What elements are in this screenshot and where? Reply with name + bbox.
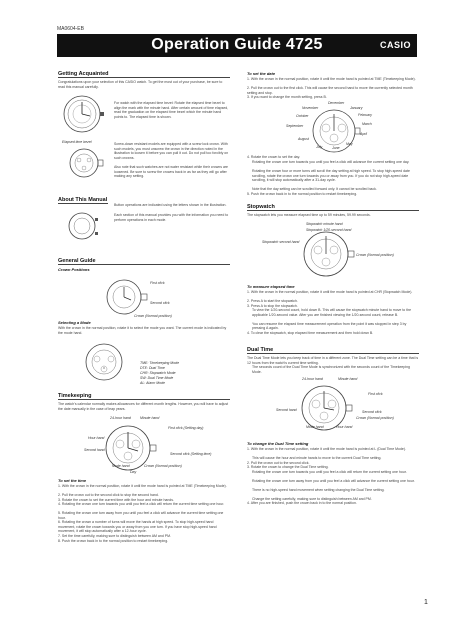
tk-day-label: Day [130, 470, 137, 474]
crown-positions-illustration [104, 275, 154, 319]
sw-step-1: 1. With the crown in the normal position, rotate it until the mode hand is pointed at CHR (Stopwatch Mode). [247, 290, 413, 294]
tk-crown-label: Crown (Normal position) [144, 464, 182, 468]
month-mar: March [362, 122, 372, 126]
heading-general-guide: General Guide [58, 258, 230, 265]
bullet-button-letters: Button operations are indicated using the letters shown in the illustration. [114, 203, 227, 207]
second-click-label: Second click [150, 301, 170, 305]
sw-minute-label: Stopwatch minute hand [306, 222, 343, 226]
mode-sw: SW: Dual Time Mode [140, 376, 174, 380]
sw-crown-label: Crown (Normal position) [356, 253, 394, 257]
month-jul: July [316, 145, 323, 149]
set-time-step-8: 8. Push the crown back in to the normal position to restart timekeeping. [58, 539, 169, 543]
tk-minute-label: Minute hand [140, 416, 160, 420]
bullet-bezel: For watch with the elapsed time bezel: Rotate the elapsed time bezel to align the mark with the minute hand. After certain amount of time elapsed, read the graduation on the elapsed time bezel which the minute hand points to. The elapsed time is shown. [114, 101, 229, 119]
dt-hour-hand-label: Hour hand [336, 425, 353, 429]
heading-timekeeping: Timekeeping [58, 393, 230, 400]
set-date-step-2: 2. Pull the crown out to the first click. This will cause the second hand to move the currently selected month setting and stop. [247, 86, 413, 95]
tk-second-click-label: Second click (Setting time) [170, 452, 212, 456]
month-feb: February [358, 113, 373, 117]
set-date-step-5: 5. Push the crown back in to the normal position to restart timekeeping. [247, 192, 358, 196]
bullet-screw-crown: Screw-down resistant models are equipped with a screw lock crown. With such models, you must unscrew the crown in the direction noted in the illustration to loosen it before you can pull it out. Do not pull too forcibly on such crowns. [114, 142, 229, 160]
dt-minute-label: Minute hand [338, 377, 358, 381]
mode-al: AL: Alarm Mode [140, 381, 165, 385]
tk-hour-label: Hour hand [88, 436, 105, 440]
set-time-sub: To set the time [58, 478, 87, 483]
heading-getting-acquainted: Getting Acquainted [58, 71, 230, 78]
document-code: MA0604-EB [57, 26, 84, 32]
heading-dual-time: Dual Time [247, 347, 419, 354]
crown-normal-label: Crown (Normal position) [134, 314, 172, 318]
tk-mode-hand-label: Mode hand [112, 464, 130, 468]
heading-stopwatch: Stopwatch [247, 204, 419, 211]
tk-24hour-label: 24-hour hand [110, 416, 131, 420]
dt-note-5: Change the setting carefully, making sure to distinguish between AM and PM. [252, 496, 372, 501]
dt-second-click-label: Second click [362, 410, 382, 414]
dual-time-text-2: The seconds count of the Dual Time Mode is synchronized with the seconds count of the Timekeeping Mode. [252, 365, 410, 374]
set-date-note-3: Note that the day setting can be scrolled forward only. It cannot be scrolled back. [252, 187, 377, 191]
set-date-step-1: 1. With the crown in the normal position, rotate it until the mode hand is pointed at TME (Timekeeping Mode). [247, 77, 416, 81]
selecting-mode-sub: Selecting a Mode [58, 320, 91, 325]
page-title: Operation Guide 4725 [151, 36, 323, 53]
set-time-step-3: 3. Rotate the crown to set the current time with the hour and minute hands. [58, 497, 174, 502]
month-jan: January [350, 106, 363, 110]
month-aug: August [298, 137, 309, 141]
dt-first-click-label: First click [368, 392, 383, 396]
month-oct: October [296, 114, 309, 118]
bullet-section-info: Each section of this manual provides you with the information you need to perform operations in each mode. [114, 213, 229, 222]
change-dual-time-sub: To change the Dual Time setting [247, 441, 309, 446]
buttons-illustration [66, 210, 102, 246]
dt-second-hand-label: Second hand [276, 408, 297, 412]
dt-mode-hand-label: Mode hand [306, 425, 324, 429]
sw-note-2: You can resume the elapsed time measurement operation from the point it was stopped in step 3 by pressing A again. [252, 321, 407, 330]
month-may: May [346, 142, 353, 146]
sw-120-label: Stopwatch 1/20-second hand [306, 228, 352, 232]
brand-logo: CASIO [379, 40, 411, 50]
watch-bezel-illustration [62, 94, 106, 138]
set-time-step-7: 7. Set the time carefully, making sure to distinguish between AM and PM. [58, 534, 171, 538]
set-time-step-4: 4. Rotating the crown one turn towards you until you feel a click will return the current time setting one hour. [58, 502, 225, 506]
month-apr: April [360, 132, 368, 136]
timekeeping-text: The watch's calendar normally makes allowances for different month lengths. However, you will have to adjust the date manually in the case of leap years. [58, 402, 229, 411]
dt-step-1: 1. With the crown in the normal position, rotate it until the mode hand is pointed at L (Dual Time Mode). [247, 447, 407, 451]
mode-tme: TME: Timekeeping Mode [140, 361, 180, 365]
sw-step-3: 3. Press A to stop the stopwatch. [247, 303, 298, 308]
dt-step-3: 3. Rotate the crown to change the Dual Time setting. [247, 465, 329, 469]
mode-chr: CHR: Stopwatch Mode [140, 371, 176, 375]
set-date-step-3: 3. If you want to change the month setting, press B. [247, 95, 327, 99]
stopwatch-text: The stopwatch lets you measure elapsed time up to 59 minutes, 59.99 seconds. [247, 213, 371, 217]
page-number: 1 [424, 599, 428, 606]
sw-note-1: To view the 1/20-second count, hold down B. This will cause the stopwatch minute hand to move to the applicable 1/20-second value. After you are finished viewing the 1/20-second count, release B. [252, 308, 412, 317]
mode-hand-illustration [82, 340, 128, 384]
measure-time-sub: To measure elapsed time [247, 284, 295, 289]
dt-step-4: 4. After you are finished, push the crown back in to the normal position. [247, 501, 357, 505]
dt-step-2: 2. Pull the crown out to the second click. [247, 460, 310, 465]
stopwatch-illustration [300, 224, 360, 282]
tk-first-click-label: First click (Setting day) [168, 426, 204, 430]
selecting-mode-text: With the crown in the normal position, rotate it to select the mode you want. The current mode is indicated by the mode hand. [58, 326, 227, 335]
month-nov: November [302, 106, 319, 110]
title-banner [57, 34, 417, 57]
tk-second-hand-label: Second hand [84, 448, 105, 452]
mode-dte: DTE: Dual Time [140, 366, 165, 370]
dt-note-2: Rotating the crown one turn towards you until you feel a click will return the current setting one hour. [252, 469, 407, 474]
set-date-note-1: Rotating the crown one turn towards you until you feel a click will advance the current setting one day. [252, 160, 410, 164]
set-time-step-2: 2. Pull the crown out to the second click to stop the second hand. [58, 493, 159, 497]
screw-crown-illustration [66, 145, 106, 185]
crown-positions-sub: Crown Positions [58, 267, 90, 272]
first-click-label: First click [150, 281, 165, 285]
set-date-step-4: 4. Rotate the crown to set the day. [247, 155, 301, 159]
dt-note-3: Rotating the crown one turn away from you until you feel a click will advance the current setting one hour. [252, 478, 415, 483]
intro-text: Congratulations upon your selection of this CASIO watch. To get the most out of your purchase, be sure to read this manual carefully. [58, 80, 223, 89]
dual-time-text: The Dual Time Mode lets you keep track of time in a different zone. The Dual Time setting can be a time that is 12 hours from the watch's current time setting. [247, 356, 419, 365]
bezel-label: Elapsed time bezel [62, 140, 92, 144]
sw-step-2: 2. Press A to start the stopwatch. [247, 299, 298, 303]
month-jun: June [332, 146, 340, 150]
sw-second-label: Stopwatch second hand [262, 240, 300, 244]
set-date-sub: To set the date [247, 71, 276, 76]
set-time-step-5: 5. Rotating the crown one turn away from you until you feel a click will advance the current time setting one hour. [58, 511, 224, 520]
heading-about-manual: About This Manual [58, 197, 108, 203]
dt-crown-label: Crown (Normal position) [356, 416, 394, 420]
set-time-step-1: 1. With the crown in the normal position, rotate it until the mode hand is pointed at TME (Timekeeping Mode). [58, 484, 227, 488]
set-time-step-6: 6. Rotating the crown a number of turns will move the hands at high speed. To stop high-speed hand movement, rotate the crown towards you or away from you one turn. If you have stop high-speed hand movement, it will stop automatically after a 12-hour cycle. [58, 520, 217, 533]
dt-note-4: There is no high-speed hand movement when setting changing the Dual Time setting. [252, 487, 385, 492]
sw-step-4: 4. To clear the stopwatch, stop elapsed time measurement and then hold down B. [247, 330, 374, 335]
month-sep: September [286, 124, 304, 128]
set-date-note-2: Rotating the crown four or more turns will scroll the day setting at high speed. To stop high-speed date scrolling, rotate the crown one turn towards you or away from you. If you do not stop high-speed date scrolling, it will stop automatically after a 31-day cycle. [252, 169, 410, 182]
dt-note-1: This will cause the hour and minute hands to move to the current Dual Time setting. [252, 456, 382, 460]
month-dec: December [328, 101, 345, 105]
dt-24hour-label: 24-hour hand [302, 377, 323, 381]
bullet-water-resist: Also note that such watches are not water resistant while their crowns are loosened. Be sure to screw the crowns back in as far as they will go after making any setting. [114, 165, 228, 178]
